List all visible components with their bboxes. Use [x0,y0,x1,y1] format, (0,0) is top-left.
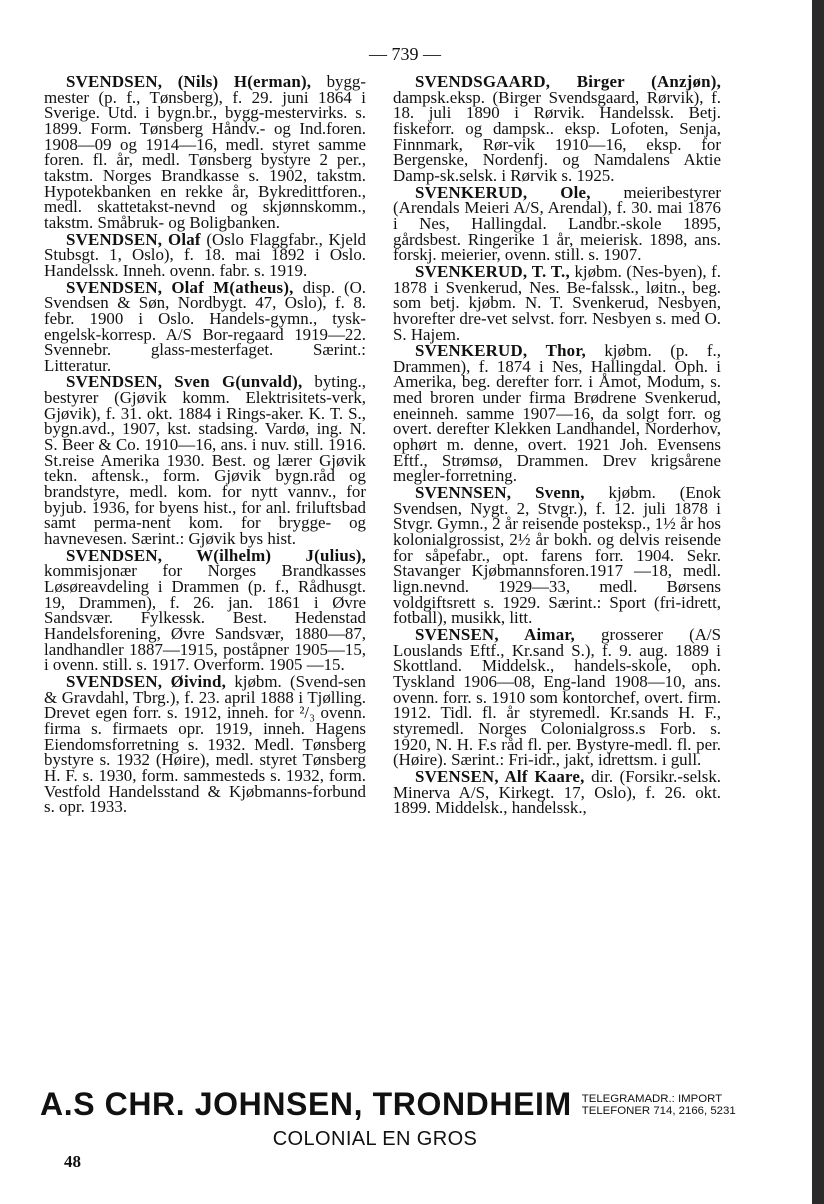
entry-name: SVENKERUD, Thor, [415,341,586,361]
entry-name: SVENSEN, Aimar, [415,624,575,644]
entry-text: kjøbm. (p. f., Drammen), f. 1874 i Nes, Hallingdal. Oph. i Amerika, beg. derefter forr. i Åmot, Modum, s. med broren under firma Brødrene Svenkerud, eneinneh. samme 1907—16, da solgt forr. og overt. derefter Klekken Landhandel, Norderhov, ophørt m. denne, overt. 1921 Joh. Evensens Eftf., Strømsø, Drammen. Drev krigsårene megler-forretning. [393,341,722,486]
entry-name: SVENDSEN, Sven G(unvald), [66,372,303,392]
entry-name: SVENDSEN, Olaf [66,229,201,249]
entry-svendsen-nils [44,74,366,231]
advertisement-telephone: TELEFONER 714, 2166, 5231 [581,1104,736,1117]
entry-text: disp. (O. Svendsen & Søn, Nordbygt. 47, Oslo), f. 8. febr. 1900 i Oslo. Handels-gymn., tysk-engelsk-korresp. A/S Bor-regaard 1919—22. Svennebr. glass-mesterfaget. Særint.: Litteratur. [44,277,366,375]
entry-name: SVENSEN, Alf Kaare, [415,766,585,786]
entry-name: SVENKERUD, Ole, [415,182,591,202]
entry-name: SVENDSEN, W(ilhelm) J(ulius), [66,545,366,565]
entry-svendsen-oivind [44,671,366,817]
entry-name: SVENNSEN, Svenn, [415,483,585,503]
page-number-bottom: 48 [64,1152,81,1171]
entry-text: grosserer (A/S Louslands Eftf., Kr.sand S.), f. 9. aug. 1889 i Skottland. Middelsk., handels-skole, oph. Tyskland 1906—08, Eng-land 1908—10, ans. ovenn. forr. s. 1910 som kontorchef, overt. firm. 1912. Tidl. fl. år styremedl. Kr.sands H. F., styremedl. Norges Colonialgross.s Forb. s. 1920, N. H. F.s råd fl. per. Bystyre-medl. fl. per. (Høire). Særint.: Fri-idr., jakt, idrettsm. i gull. [393,624,722,770]
entry-svendsen-wilhelm [44,545,366,675]
entry-svennsen-svenn [393,485,721,626]
entry-svendsen-olaf-matheus [44,277,366,375]
entry-svensen-aimar [393,624,722,770]
right-column [393,74,721,816]
entry-text: bygg-mester (p. f., Tønsberg), f. 29. juni 1864 i Sverige. Utd. i bygn.br., bygg-mestervirks. s. 1899. Form. Tønsberg Håndv.- og Ind.foren. 1908—09 og 1914—16, medl. styret samme foren. fl. år, medl. Tønsberg bystyre 2 per., takstm. Norges Brandkasse s. 1902, takstm. Hypotekbanken en rekke år, Bykredittforen., medl. skattetakst-nevnd og skjønnskomm., takstm. Småbruk- og Boligbanken. [44,72,366,232]
advertisement-tagline: COLONIAL EN GROS [272,1128,478,1150]
entry-text: kjøbm. (Svend-sen & Gravdahl, Tbrg.), f. 23. april 1888 i Tjølling. Drevet egen forr. s. 1912, inneh. for ²/₃ ovenn. firma s. firmaets opr. 1919, inneh. Hagens Eiendomsforretning s. 1932. Medl. Tønsberg bystyre s. 1932 (Høire), medl. styret Tønsberg H. F. s. 1930, form. sammesteds s. 1932, form. Vestfold Handelsstand & Kjøbmanns-forbund s. opr. 1933. [44,671,366,817]
left-column [44,74,366,815]
entry-name: SVENDSEN, (Nils) H(erman), [66,72,312,91]
entry-svendsen-olaf [44,229,366,280]
entry-name: SVENDSGAARD, Birger (Anzjøn), [415,72,721,91]
entry-text: kjøbm. (Enok Svendsen, Nygt. 2, Stvgr.), f. 12. juli 1878 i Stvgr. Gymn., 2 år reisende posteksp., 1½ år hos kolonialgrossist, 2½ år bokh. og delvis reisende for såpefabr., opt. farens forr. 1904. Sekr. Stavanger Kjøbmannsforen.1917 —18, medl. lign.nevnd. 1929—33, medl. Børsens voldgiftsrett s. 1929. Særint.: Sport (fri-idrett, fotball), musikk, litt. [393,483,721,628]
entry-svendsen-sven [44,372,366,549]
entry-name: SVENKERUD, T. T., [415,261,570,281]
entry-text: byting., bestyrer (Gjøvik komm. Elektrisitets-verk, Gjøvik), f. 31. okt. 1884 i Rings-aker. K. T. S., bygn.avd., 1907, kst. stadsing. Vardø, ing. N. S. Beer & Co. 1910—16, ans. i nuv. still. 1916. St.reise Amerika 1930. Best. og lærer Gjøvik tekn. aftensk., form. Gjøvik bygn.råd og brandstyre, medl. kom. for nytt vannv., for byjub. 1936, for byens hist., for anl. friluftsbad samt perma-nent kom. for brygge- og havnevesen. Særint.: Gjøvik bys hist. [44,372,366,549]
entry-text: meieribestyrer (Arendals Meieri A/S, Arendal), f. 30. mai 1876 i Nes, Hallingdal. Landbr.-skole 1895, gårdsbest. Ringerike 1 år, meierisk. 1898, ans. forskj. meierier, ovenn. still. s. 1907. [393,182,721,265]
entry-name: SVENDSEN, Olaf M(atheus), [66,277,294,297]
entry-svenkerud-ole [393,182,721,265]
entry-text: dampsk.eksp. (Birger Svendsgaard, Rørvik), f. 18. juli 1890 i Rørvik. Handelssk. Betj. fiskeforr. og dampsk.. eksp. Lofoten, Senja, Finnmark, Rør-vik 1910—16, eksp. for Bergenske, Nordenfj. og Namdalens Aktie Damp-sk.selsk. i Rørvik s. 1925. [393,87,721,185]
scan-edge [812,0,824,1204]
entry-svendsgaard-birger [393,74,721,184]
advertisement-contact [582,1093,736,1117]
entry-text: kjøbm. (Nes-byen), f. 1878 i Svenkerud, Nes. Be-falssk., løitn., beg. som betj. kjøbm. N. T. Svenkerud, Nesbyen, hvorefter dre-vet selvst. forr. Nesbyen s. med O. S. Hajem. [393,261,722,344]
entry-svensen-alf-kaare [393,766,721,818]
entry-svenkerud-tt [393,261,722,344]
advertisement-company: A.S CHR. JOHNSEN, TRONDHEIM [40,1086,572,1122]
advertisement-telegram: TELEGRAMADR.: IMPORT [581,1092,723,1105]
entry-svenkerud-thor [393,343,721,484]
entry-text: kommisjonær for Norges Brandkasses Løsøreavdeling i Drammen (p. f., Rådhusgt. 19, Drammen), f. 26. jan. 1861 i Øvre Sandsvær. Fylkessk. Best. Hedenstad Handelsforening, Øvre Sandsvær, 1880—87, landhandler 1887—1915, poståpner 1905—15, i ovenn. still. s. 1917. Overform. 1905 —15. [44,561,366,675]
entry-name: SVENDSEN, Øivind, [66,671,227,691]
entry-text: dir. (Forsikr.-selsk. Minerva A/S, Kirkegt. 17, Oslo), f. 26. okt. 1899. Middelsk., handelssk., [393,766,721,818]
page-number-top: — 739 — [369,44,441,64]
entry-text: (Oslo Flaggfabr., Kjeld Stubsgt. 1, Oslo), f. 18. mai 1892 i Oslo. Handelssk. Inneh. ovenn. fabr. s. 1919. [44,229,366,280]
advertisement-banner [40,1086,740,1123]
